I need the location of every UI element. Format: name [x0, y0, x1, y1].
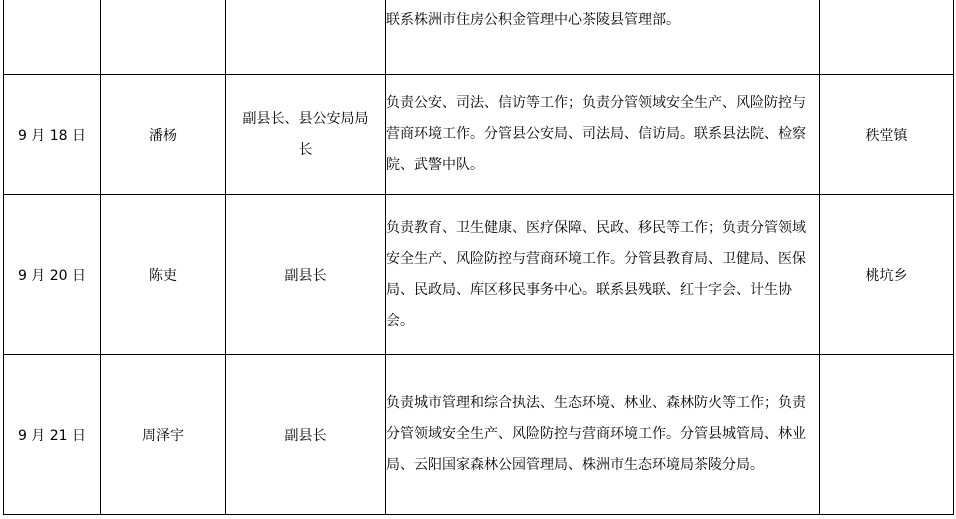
- duties-cell: 联系株洲市住房公积金管理中心茶陵县管理部。: [386, 0, 820, 75]
- duties-cell: 负责公安、司法、信访等工作；负责分管领域安全生产、风险防控与营商环境工作。分管县公安局、司法局、信访局。联系县法院、检察院、武警中队。: [386, 75, 820, 195]
- table-row: [4, 75, 954, 195]
- contact-point-cell: 桃坑乡: [820, 195, 954, 355]
- name-cell: [101, 0, 226, 75]
- name-cell: 周泽宇: [101, 355, 226, 515]
- position-cell: [226, 0, 386, 75]
- duties-cell: 负责教育、卫生健康、医疗保障、民政、移民等工作；负责分管领域安全生产、风险防控与营商环境工作。分管县教育局、卫健局、医保局、民政局、库区移民事务中心。联系县残联、红十字会、计生协会。: [386, 195, 820, 355]
- contact-point-cell: 秩堂镇: [820, 75, 954, 195]
- position-cell: 副县长: [226, 355, 386, 515]
- table-row: [4, 0, 954, 75]
- date-cell: [4, 0, 101, 75]
- name-cell: 陈吏: [101, 195, 226, 355]
- name-cell: 潘杨: [101, 75, 226, 195]
- date-cell: 9 月 18 日: [4, 75, 101, 195]
- table-row: [4, 195, 954, 355]
- table-row: [4, 355, 954, 515]
- leadership-schedule-table: [3, 0, 954, 515]
- position-cell: 副县长: [226, 195, 386, 355]
- duties-cell: 负责城市管理和综合执法、生态环境、林业、森林防火等工作；负责分管领域安全生产、风险防控与营商环境工作。分管县城管局、林业局、云阳国家森林公园管理局、株洲市生态环境局茶陵分局。: [386, 355, 820, 515]
- contact-point-cell: [820, 0, 954, 75]
- position-cell: 副县长、县公安局局长: [226, 75, 386, 195]
- contact-point-cell: [820, 355, 954, 515]
- date-cell: 9 月 21 日: [4, 355, 101, 515]
- date-cell: 9 月 20 日: [4, 195, 101, 355]
